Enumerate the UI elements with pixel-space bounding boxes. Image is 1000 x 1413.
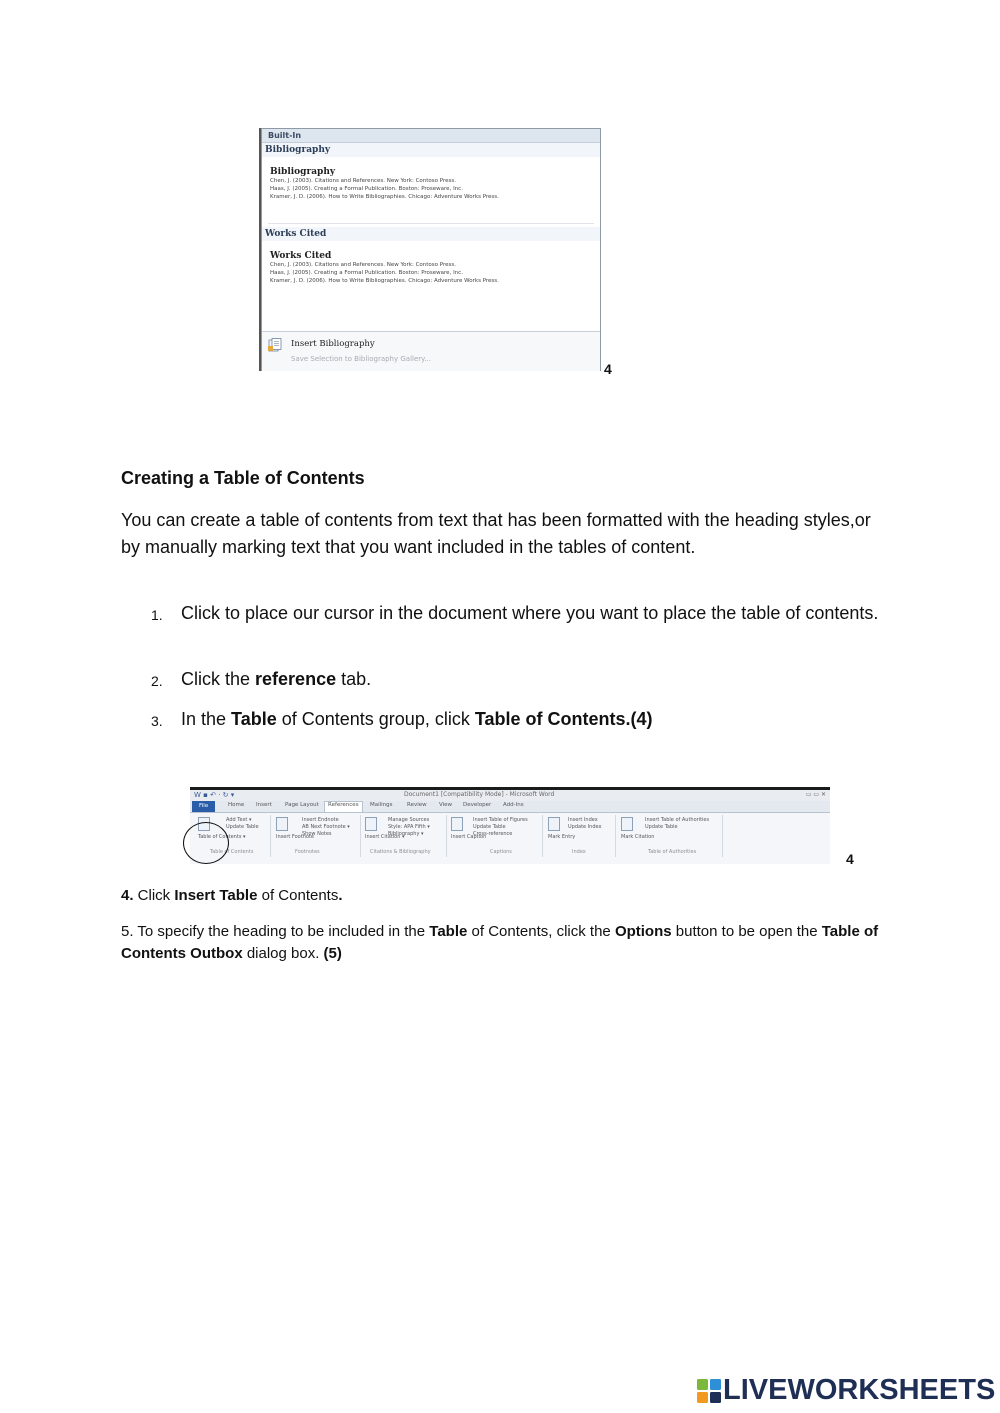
builtin-label: Built-In xyxy=(262,129,600,143)
list-number: 3. xyxy=(151,713,163,729)
bibliography-gallery-screenshot xyxy=(261,128,601,371)
liveworksheets-logo xyxy=(697,1374,996,1408)
ribbon-body xyxy=(190,813,830,859)
list-text: In the Table of Contents group, click Table of Contents.(4) xyxy=(181,709,653,729)
group-divider xyxy=(270,815,271,857)
bibliography-button[interactable]: Bibliography ▾ xyxy=(388,831,424,837)
list-item xyxy=(121,706,891,732)
update-table-button[interactable]: Update Table xyxy=(645,824,678,830)
insert-caption-icon xyxy=(451,817,463,831)
tab-references[interactable]: References xyxy=(324,801,363,812)
word-ribbon-screenshot xyxy=(190,787,830,864)
group-divider xyxy=(360,815,361,857)
gallery-divider xyxy=(268,223,594,224)
window-controls: ▭ ▭ ✕ xyxy=(805,791,826,798)
style-select[interactable]: Style: APA Fifth ▾ xyxy=(388,824,430,830)
update-index-button[interactable]: Update Index xyxy=(568,824,602,830)
insert-citation-button[interactable]: Insert Citation ▾ xyxy=(365,834,405,840)
gallery-entry-line: Chen, J. (2003). Citations and References. New York: Contoso Press. xyxy=(270,262,456,268)
intro-paragraph: You can create a table of contents from text that has been formatted with the heading styles,or by manually marking text that you want included in the tables of content. xyxy=(121,510,871,557)
insert-bibliography-icon xyxy=(268,338,282,352)
list-number: 2. xyxy=(151,673,163,689)
add-text-button[interactable]: Add Text ▾ xyxy=(226,817,252,823)
ribbon-group-items xyxy=(473,817,528,838)
table-of-contents-button[interactable]: Table of Contents ▾ xyxy=(198,834,246,840)
show-notes-button[interactable]: Show Notes xyxy=(302,831,332,837)
insert-endnote-button[interactable]: Insert Endnote xyxy=(302,817,339,823)
tab-insert[interactable]: Insert xyxy=(256,802,272,808)
list-item xyxy=(121,666,891,692)
gallery-entry-line: Chen, J. (2003). Citations and References. New York: Contoso Press. xyxy=(270,178,456,184)
next-footnote-button[interactable]: AB Next Footnote ▾ xyxy=(302,824,350,830)
window-titlebar xyxy=(190,790,830,801)
cross-reference-button[interactable]: Cross-reference xyxy=(473,831,513,837)
gallery-section-heading: Works Cited xyxy=(262,227,600,241)
group-divider xyxy=(722,815,723,857)
list-text: Click the reference tab. xyxy=(181,669,372,689)
tab-file[interactable]: File xyxy=(192,801,215,812)
list-number: 1. xyxy=(151,607,163,623)
group-label: Table of Authorities xyxy=(648,849,697,855)
quick-access-toolbar: W ▪ ↶ · ↻ ▾ xyxy=(194,791,235,799)
gallery-entry-title: Bibliography xyxy=(270,167,336,177)
figure-number: 4 xyxy=(604,361,612,377)
insert-index-button[interactable]: Insert Index xyxy=(568,817,598,823)
insert-table-of-figures-button[interactable]: Insert Table of Figures xyxy=(473,817,528,823)
insert-footnote-button[interactable]: Insert Footnote xyxy=(276,834,314,840)
insert-caption-button[interactable]: Insert Caption xyxy=(451,834,487,840)
step-4: 4. Click Insert Table of Contents. xyxy=(121,887,343,904)
gallery-entry-line: Kramer, J. D. (2006). How to Write Bibliographies. Chicago: Adventure Works Press. xyxy=(270,194,499,200)
logo-wordmark: LIVEWORKSHEETS xyxy=(723,1374,996,1406)
tab-view[interactable]: View xyxy=(439,802,453,808)
tab-page-layout[interactable]: Page Layout xyxy=(285,802,319,808)
group-divider xyxy=(446,815,447,857)
mark-entry-button[interactable]: Mark Entry xyxy=(548,834,576,840)
update-table-button[interactable]: Update Table xyxy=(226,824,259,830)
save-to-gallery-item[interactable]: Save Selection to Bibliography Gallery... xyxy=(291,355,431,363)
figure-number: 4 xyxy=(846,851,854,867)
highlight-circle xyxy=(183,822,229,864)
group-label: Index xyxy=(572,849,586,855)
group-label: Footnotes xyxy=(295,849,320,855)
gallery-entry-line: Kramer, J. D. (2006). How to Write Bibliographies. Chicago: Adventure Works Press. xyxy=(270,278,499,284)
ribbon-group-items xyxy=(226,817,259,831)
mark-citation-icon xyxy=(621,817,633,831)
insert-footnote-icon xyxy=(276,817,288,831)
mark-entry-icon xyxy=(548,817,560,831)
gallery-entry-line: Haas, J. (2005). Creating a Formal Publication. Boston: Proseware, Inc. xyxy=(270,186,463,192)
ribbon-group-items xyxy=(388,817,430,838)
insert-bibliography-button[interactable]: Insert Bibliography xyxy=(291,339,375,349)
tab-review[interactable]: Review xyxy=(407,802,427,808)
tab-home[interactable]: Home xyxy=(228,802,245,808)
gallery-section-heading: Bibliography xyxy=(262,143,600,157)
group-label: Table of Contents xyxy=(210,849,254,855)
group-label: Citations & Bibliography xyxy=(370,849,431,855)
group-label: Captions xyxy=(490,849,512,855)
ribbon-group-items xyxy=(645,817,709,831)
insert-table-of-authorities-button[interactable]: Insert Table of Authorities xyxy=(645,817,710,823)
list-item xyxy=(121,600,891,652)
gallery-entry-line: Haas, J. (2005). Creating a Formal Publication. Boston: Proseware, Inc. xyxy=(270,270,463,276)
update-table-button[interactable]: Update Table xyxy=(473,824,506,830)
tab-mailings[interactable]: Mailings xyxy=(370,802,393,808)
liveworksheets-mark-icon xyxy=(697,1379,721,1403)
step-5: 5. To specify the heading to be included in the Table of Contents, click the Options button to be open the Table of Contents Outbox dialog box. (5) xyxy=(121,923,879,962)
window-title: Document1 [Compatibility Mode] - Microsoft Word xyxy=(404,791,555,798)
ribbon-group-items xyxy=(302,817,350,838)
gallery-footer xyxy=(262,331,600,371)
mark-citation-button[interactable]: Mark Citation xyxy=(621,834,655,840)
insert-citation-icon xyxy=(365,817,377,831)
tab-developer[interactable]: Developer xyxy=(463,802,492,808)
ribbon-tabs xyxy=(190,801,830,813)
section-heading: Creating a Table of Contents xyxy=(121,468,365,488)
tab-add-ins[interactable]: Add-Ins xyxy=(503,802,524,808)
ribbon-group-items xyxy=(568,817,601,831)
gallery-entry-title: Works Cited xyxy=(270,251,332,261)
list-text: Click to place our cursor in the document where you want to place the table of contents. xyxy=(181,603,879,623)
manage-sources-button[interactable]: Manage Sources xyxy=(388,817,430,823)
group-divider xyxy=(542,815,543,857)
group-divider xyxy=(615,815,616,857)
